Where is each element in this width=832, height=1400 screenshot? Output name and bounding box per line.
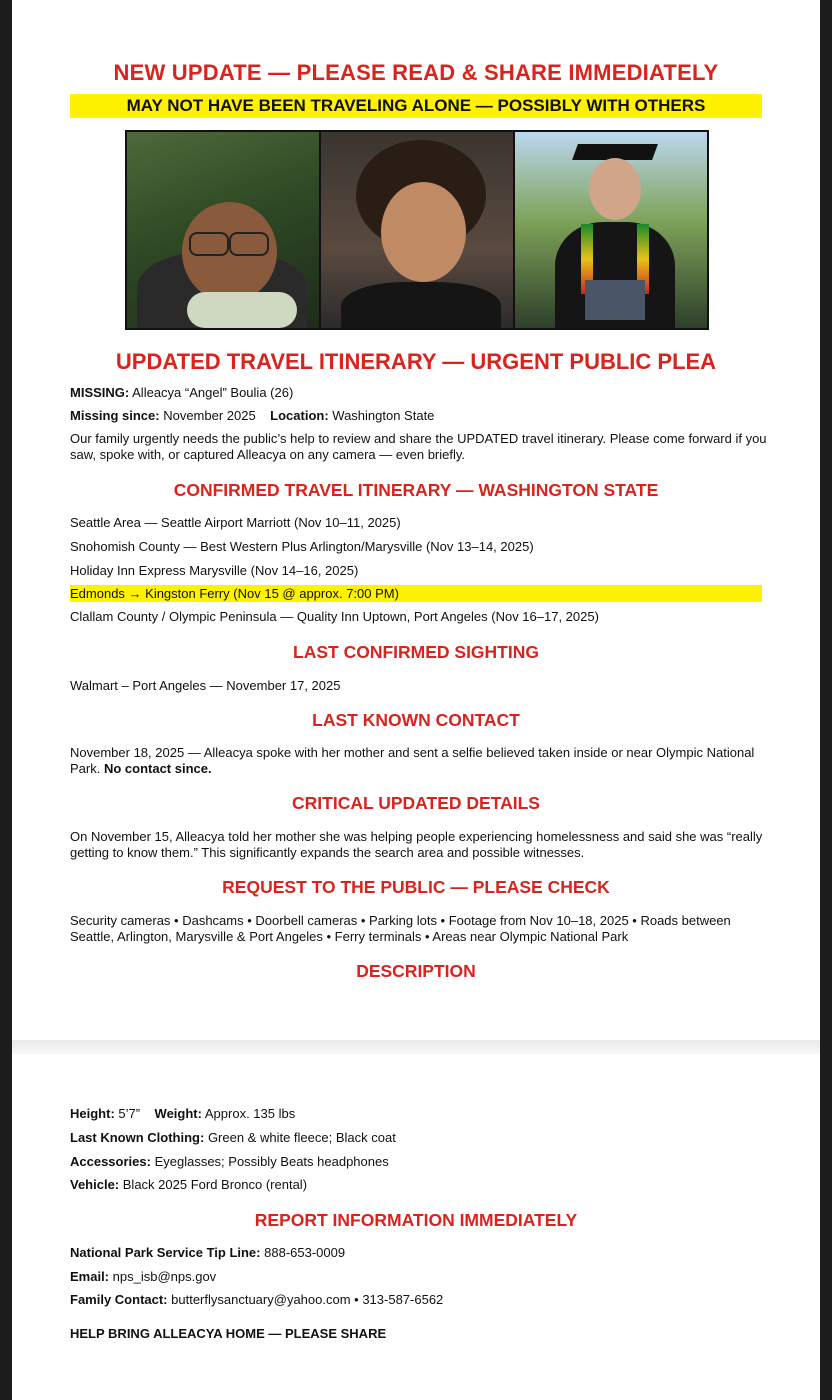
email-line (70, 1269, 770, 1285)
missing-value: Alleacya “Angel” Boulia (26) (132, 385, 294, 400)
accessories-value: Eyeglasses; Possibly Beats headphones (154, 1154, 389, 1169)
contact-text: November 18, 2025 — Alleacya spoke with her mother and sent a selfie believed taken inside or near Olympic National Park. (70, 745, 755, 776)
height-weight-line (70, 1106, 770, 1122)
sighting-heading: LAST CONFIRMED SIGHTING (293, 642, 539, 662)
request-paragraph: Security cameras • Dashcams • Doorbell cameras • Parking lots • Footage from Nov 10–18, 2025 • Roads between Seattle, Arlington, Marysville & Port Angeles • Ferry terminals • Areas near Olympic National Park (70, 913, 731, 944)
itinerary-item: Snohomish County — Best Western Plus Arlington/Marysville (Nov 13–14, 2025) (70, 539, 534, 554)
itinerary-heading: CONFIRMED TRAVEL ITINERARY — WASHINGTON STATE (173, 480, 659, 500)
family-separator: • (350, 1292, 363, 1307)
itinerary-item: Holiday Inn Express Marysville (Nov 14–16, 2025) (70, 563, 359, 578)
details-paragraph: On November 15, Alleacya told her mother she was helping people experiencing homelessness and said she was “really getting to know them.” This significantly expands the search area and possible witnesses. (70, 829, 763, 860)
contact-heading: LAST KNOWN CONTACT (312, 710, 520, 730)
family-contact-line (70, 1292, 770, 1308)
contact-bold: No contact since. (103, 761, 212, 776)
clothing-line (70, 1130, 770, 1146)
family-email-link[interactable]: butterflysanctuary@yahoo.com (171, 1292, 351, 1307)
photo-portrait-curly-hair (321, 132, 513, 328)
request-heading: REQUEST TO THE PUBLIC — PLEASE CHECK (222, 877, 610, 897)
nps-line (70, 1245, 770, 1261)
height-label: Height: (70, 1106, 115, 1121)
nps-phone-link[interactable]: 888-653-0009 (264, 1245, 346, 1260)
flyer-page-2 (12, 1054, 820, 1400)
nps-label: National Park Service Tip Line: (70, 1245, 261, 1260)
flyer-page-1 (12, 0, 820, 1040)
vehicle-label: Vehicle: (70, 1177, 120, 1192)
intro-paragraph: Our family urgently needs the public’s help to review and share the UPDATED travel itinerary. Please come forward if you saw, spoke with, or captured Alleacya on any camera — even briefly. (70, 431, 767, 462)
contact-paragraph (70, 745, 770, 777)
page-break (12, 1040, 820, 1054)
height-value: 5’7” (118, 1106, 141, 1121)
alert-banner: MAY NOT HAVE BEEN TRAVELING ALONE — POSSIBLY WITH OTHERS (70, 94, 762, 118)
since-label: Missing since: (70, 408, 160, 423)
itinerary-item-ferry: Edmonds → Kingston Ferry (Nov 15 @ approx. 7:00 PM) (70, 586, 399, 601)
weight-value: Approx. 135 lbs (204, 1106, 296, 1121)
vehicle-line (70, 1177, 770, 1193)
family-label: Family Contact: (70, 1292, 168, 1307)
weight-label: Weight: (154, 1106, 202, 1121)
location-value: Washington State (332, 408, 435, 423)
accessories-line (70, 1154, 770, 1170)
plea-heading: UPDATED TRAVEL ITINERARY — URGENT PUBLIC PLEA (115, 349, 717, 374)
family-phone-link[interactable]: 313-587-6562 (362, 1292, 444, 1307)
closing-line: HELP BRING ALLEACYA HOME — PLEASE SHARE (70, 1326, 387, 1341)
location-label: Location: (270, 408, 329, 423)
vehicle-value: Black 2025 Ford Bronco (rental) (122, 1177, 308, 1192)
details-heading: CRITICAL UPDATED DETAILS (292, 793, 540, 813)
accessories-label: Accessories: (70, 1154, 151, 1169)
clothing-label: Last Known Clothing: (70, 1130, 205, 1145)
clothing-value: Green & white fleece; Black coat (207, 1130, 396, 1145)
missing-since-line (70, 408, 770, 424)
missing-line (70, 385, 770, 401)
report-heading: REPORT INFORMATION IMMEDIATELY (254, 1210, 578, 1230)
itinerary-item: Seattle Area — Seattle Airport Marriott (Nov 10–11, 2025) (70, 515, 401, 530)
itinerary-item: Clallam County / Olympic Peninsula — Quality Inn Uptown, Port Angeles (Nov 16–17, 2025) (70, 609, 599, 624)
email-label: Email: (70, 1269, 110, 1284)
description-heading: DESCRIPTION (356, 961, 476, 981)
sighting-text: Walmart – Port Angeles — November 17, 2025 (70, 678, 341, 693)
photo-graduation (515, 132, 707, 328)
since-value: November 2025 (163, 408, 256, 423)
email-link[interactable]: nps_isb@nps.gov (112, 1269, 217, 1284)
page-title: NEW UPDATE — PLEASE READ & SHARE IMMEDIATELY (113, 60, 719, 85)
photo-selfie-forest (127, 132, 319, 328)
photo-strip (125, 130, 709, 330)
missing-label: MISSING: (70, 385, 130, 400)
